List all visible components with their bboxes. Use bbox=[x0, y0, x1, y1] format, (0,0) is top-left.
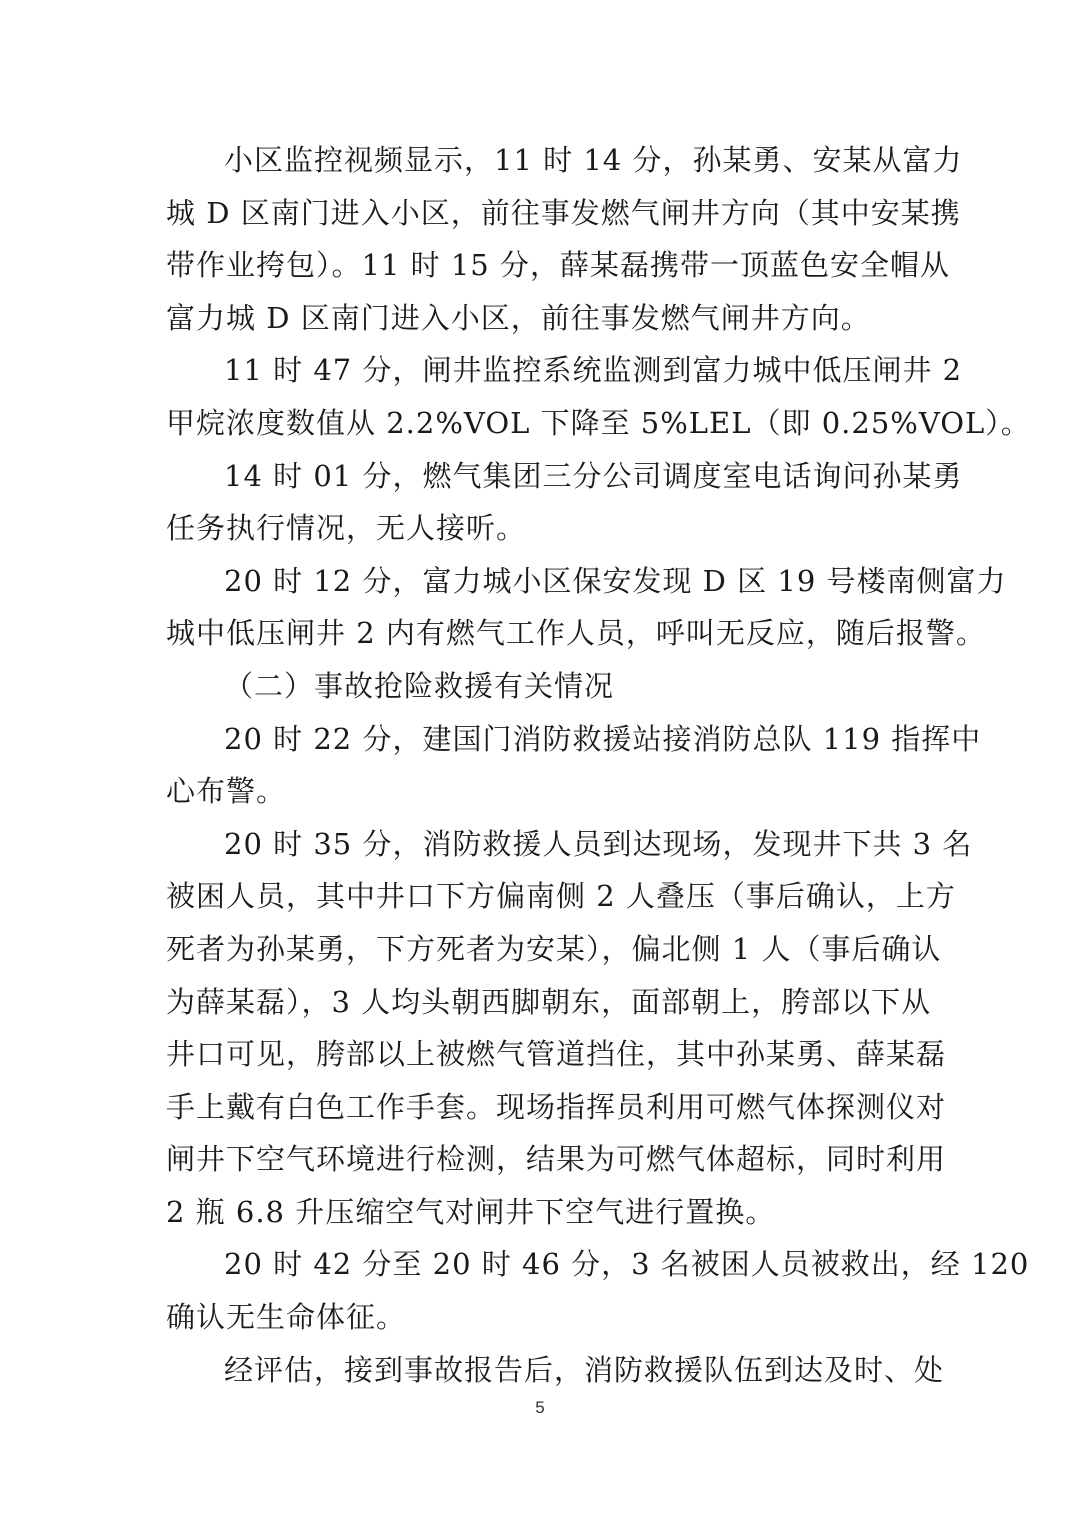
text-line: 心布警。 bbox=[166, 774, 287, 809]
text-line: 甲烷浓度数值从 2.2%VOL 下降至 5%LEL（即 0.25%VOL）。 bbox=[166, 405, 1031, 440]
text-line: 20 时 12 分，富力城小区保安发现 D 区 19 号楼南侧富力 bbox=[224, 563, 1007, 598]
text-line: 城中低压闸井 2 内有燃气工作人员，呼叫无反应，随后报警。 bbox=[166, 616, 986, 651]
section-heading: （二）事故抢险救援有关情况 bbox=[224, 668, 615, 703]
text-line: 为薛某磊），3 人均头朝西脚朝东，面部朝上，胯部以下从 bbox=[166, 984, 932, 1019]
text-line: 城 D 区南门进入小区，前往事发燃气闸井方向（其中安某携 bbox=[166, 195, 961, 230]
text-line: 20 时 35 分，消防救援人员到达现场，发现井下共 3 名 bbox=[224, 826, 973, 861]
text-line: 20 时 42 分至 20 时 46 分，3 名被困人员被救出，经 120 bbox=[224, 1247, 1030, 1282]
text-line: 带作业挎包）。11 时 15 分，薛某磊携带一顶蓝色安全帽从 bbox=[166, 248, 950, 283]
text-line: 被困人员，其中井口下方偏南侧 2 人叠压（事后确认，上方 bbox=[166, 879, 956, 914]
page-number: 5 bbox=[535, 1398, 545, 1417]
document-body bbox=[166, 134, 1031, 1396]
text-line: 手上戴有白色工作手套。现场指挥员利用可燃气体探测仪对 bbox=[166, 1089, 947, 1124]
text-line: 2 瓶 6.8 升压缩空气对闸井下空气进行置换。 bbox=[166, 1194, 776, 1229]
text-line: 20 时 22 分，建国门消防救援站接消防总队 119 指挥中 bbox=[224, 721, 982, 756]
text-line: 经评估，接到事故报告后，消防救援队伍到达及时、处 bbox=[224, 1352, 945, 1387]
text-line: 富力城 D 区南门进入小区，前往事发燃气闸井方向。 bbox=[166, 300, 871, 335]
text-line: 小区监控视频显示，11 时 14 分，孙某勇、安某从富力 bbox=[224, 143, 963, 177]
text-line: 14 时 01 分，燃气集团三分公司调度室电话询问孙某勇 bbox=[224, 458, 963, 493]
text-line: 井口可见，胯部以上被燃气管道挡住，其中孙某勇、薛某磊 bbox=[166, 1037, 947, 1072]
text-line: 11 时 47 分，闸井监控系统监测到富力城中低压闸井 2 bbox=[224, 353, 963, 388]
text-line: 任务执行情况，无人接听。 bbox=[166, 511, 527, 546]
text-line: 确认无生命体征。 bbox=[166, 1300, 407, 1335]
text-line: 闸井下空气环境进行检测，结果为可燃气体超标，同时利用 bbox=[166, 1142, 947, 1177]
text-line: 死者为孙某勇，下方死者为安某），偏北侧 1 人（事后确认 bbox=[166, 931, 942, 966]
